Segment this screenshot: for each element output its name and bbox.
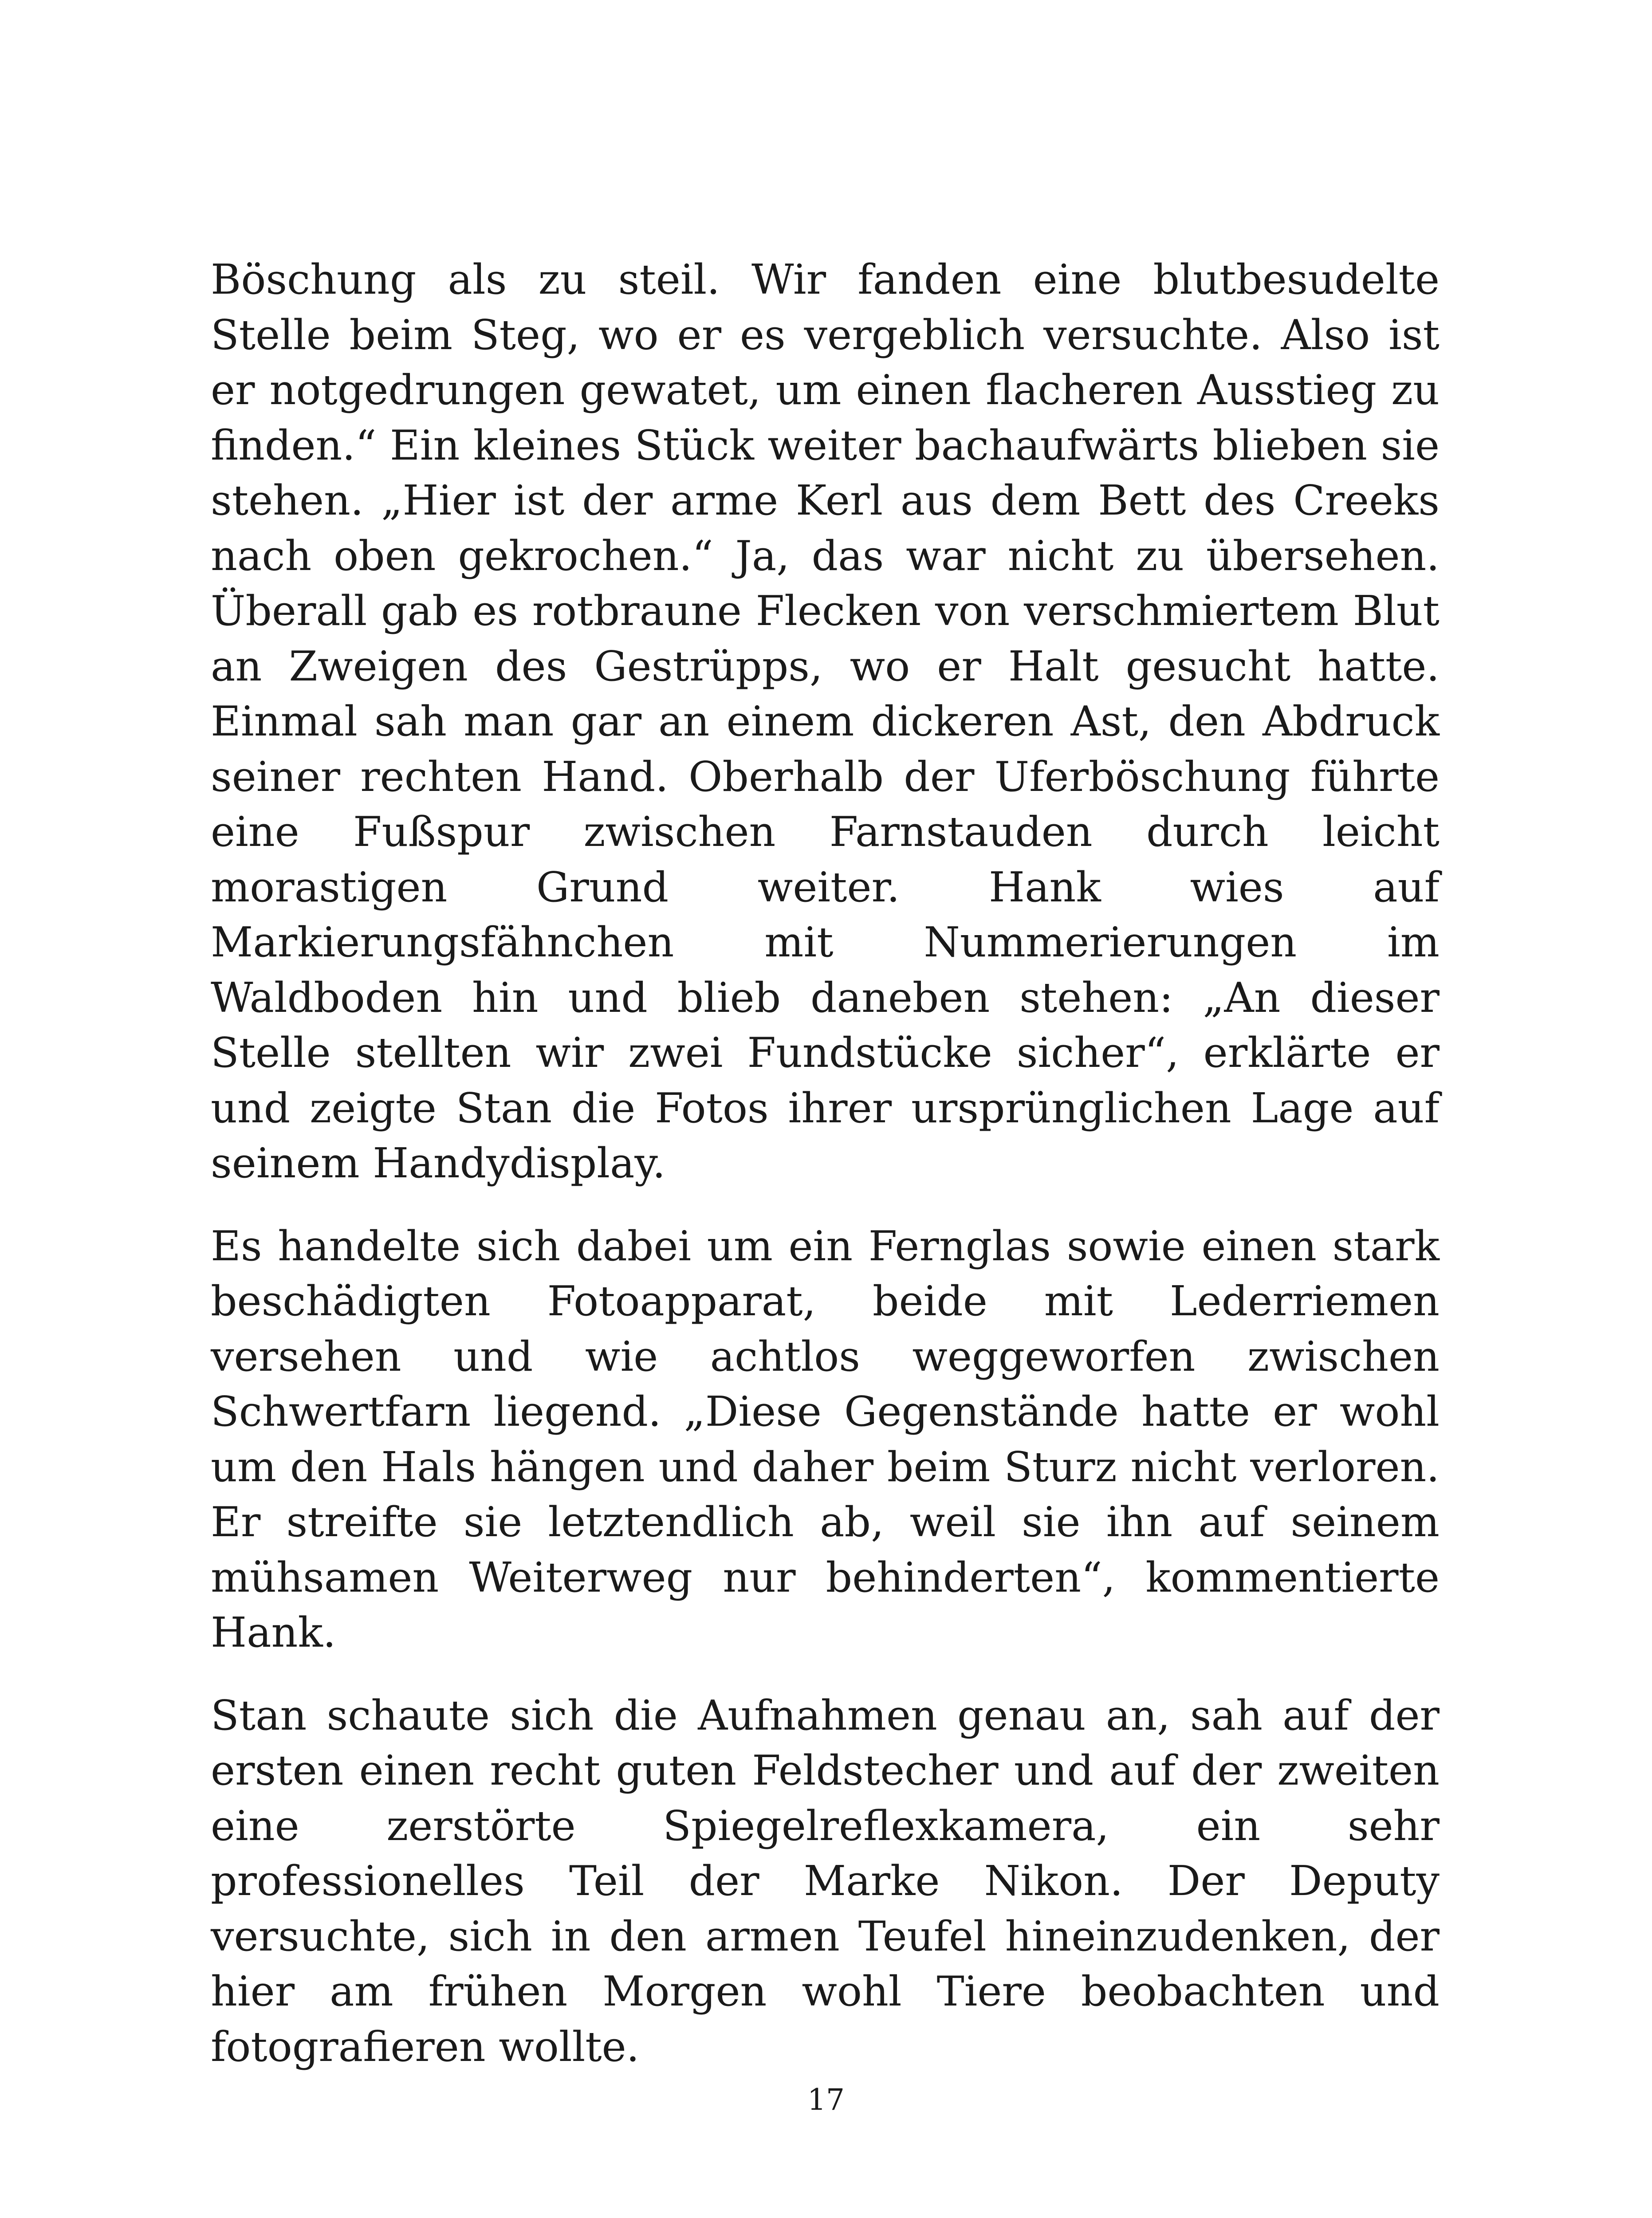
- paragraph-1: Böschung als zu steil. Wir fanden eine blutbesudelte Stelle beim Steg, wo er es vergeblich versuchte. Also ist er notgedrungen gewatet, um einen flacheren Ausstieg zu finden.“ Ein kleines Stück weiter bachaufwärts blieben sie stehen. „Hier ist der arme Kerl aus dem Bett des Creeks nach oben gekrochen.“ Ja, das war nicht zu übersehen. Überall gab es rotbraune Flecken von verschmiertem Blut an Zweigen des Gestrüpps, wo er Halt gesucht hatte. Einmal sah man gar an einem dickeren Ast, den Abdruck seiner rechten Hand. Oberhalb der Uferböschung führte eine Fußspur zwischen Farnstauden durch leicht morastigen Grund weiter. Hank wies auf Markierungsfähnchen mit Nummerierungen im Waldboden hin und blieb daneben stehen: „An dieser Stelle stellten wir zwei Fundstücke sicher“, erklärte er und zeigte Stan die Fotos ihrer ursprünglichen Lage auf seinem Handydisplay.: [211, 256, 1440, 1187]
- body-text: [211, 252, 1440, 2074]
- paragraph-2: Es handelte sich dabei um ein Fernglas sowie einen stark beschädigten Fotoapparat, beide mit Lederriemen versehen und wie achtlos weggeworfen zwischen Schwertfarn liegend. „Diese Gegenstände hatte er wohl um den Hals hängen und daher beim Sturz nicht verloren. Er streifte sie letztendlich ab, weil sie ihn auf seinem mühsamen Weiterweg nur behinderten“, kommentierte Hank.: [211, 1222, 1440, 1656]
- paragraph-3: Stan schaute sich die Aufnahmen genau an, sah auf der ersten einen recht guten Feldstecher und auf der zweiten eine zerstörte Spiegelreflexkamera, ein sehr professionelles Teil der Marke Nikon. Der Deputy versuchte, sich in den armen Teufel hineinzudenken, der hier am frühen Morgen wohl Tiere beobachten und fotografieren wollte.: [211, 1691, 1440, 2071]
- page-number: 17: [807, 2083, 845, 2117]
